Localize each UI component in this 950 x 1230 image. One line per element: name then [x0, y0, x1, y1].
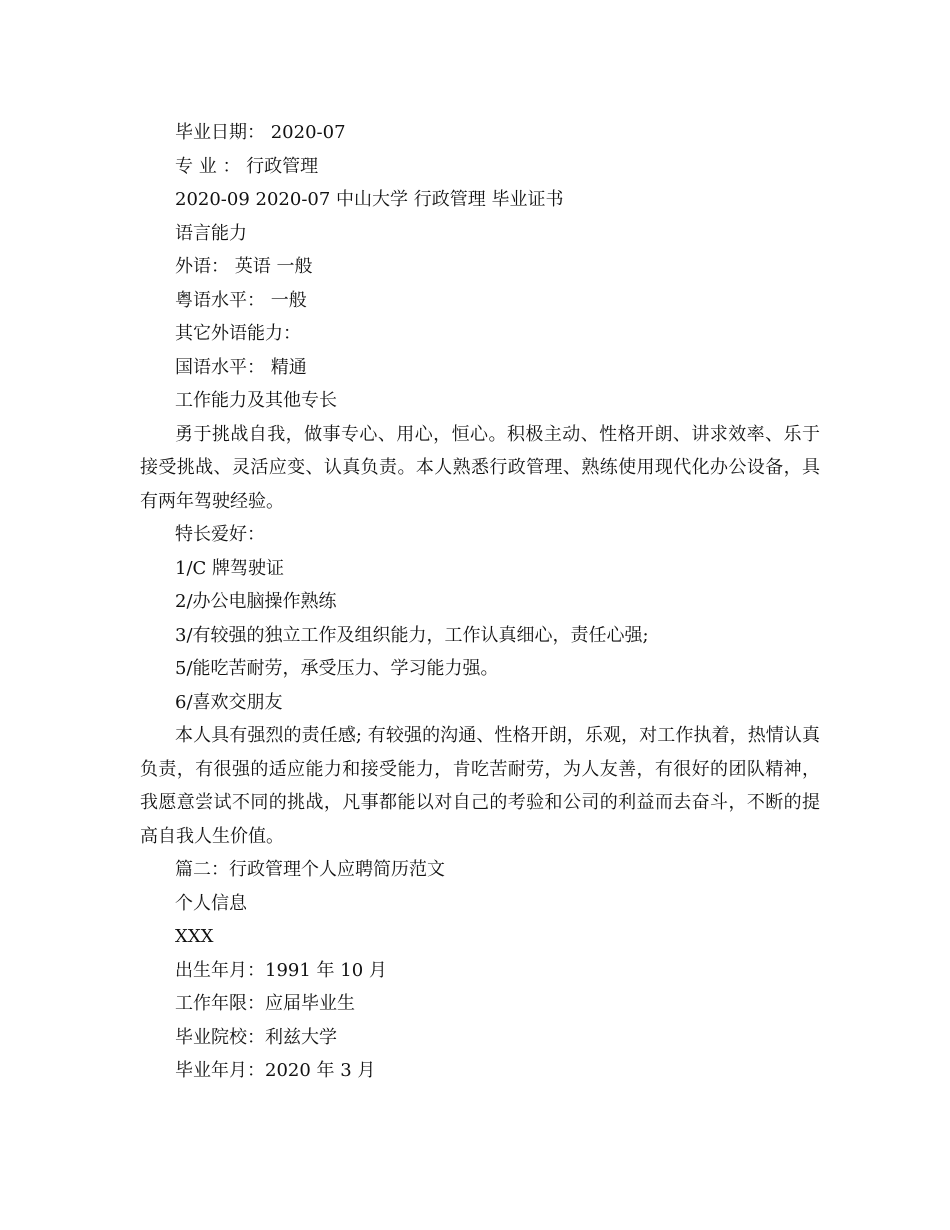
graduation-date-line: 毕业日期： 2020-07 [175, 122, 346, 143]
cantonese-level-line: 粤语水平： 一般 [175, 289, 307, 311]
skills-paragraph: 勇于挑战自我，做事专心、用心，恒心。积极主动、性格开朗、讲求效率、乐于接受挑战、灵活应变、认真负责。本人熟悉行政管理、熟练使用现代化办公设备，具有两年驾驶经验。 [140, 423, 820, 512]
hobby-item-3: 3/有较强的独立工作及组织能力，工作认真细心，责任心强; [175, 624, 649, 646]
document-body [140, 116, 820, 1088]
foreign-language-line: 外语： 英语 一般 [175, 256, 313, 277]
hobby-item-5: 5/能吃苦耐劳，承受压力、学习能力强。 [175, 658, 499, 679]
major-line: 专 业 ： 行政管理 [175, 155, 319, 177]
chapter-two-title: 篇二：行政管理个人应聘简历范文 [175, 859, 445, 880]
work-years-line: 工作年限：应届毕业生 [175, 993, 355, 1014]
education-record-line: 2020-09 2020-07 中山大学 行政管理 毕业证书 [175, 189, 564, 210]
birth-date-line: 出生年月：1991 年 10 月 [175, 959, 387, 981]
section-heading-personal-info: 个人信息 [175, 892, 247, 914]
hobby-item-6: 6/喜欢交朋友 [175, 691, 283, 713]
hobbies-heading: 特长爱好： [175, 524, 265, 545]
hobby-item-2: 2/办公电脑操作熟练 [175, 591, 337, 612]
graduation-month-line: 毕业年月：2020 年 3 月 [175, 1060, 376, 1081]
mandarin-level-line: 国语水平： 精通 [175, 356, 307, 378]
school-line: 毕业院校：利兹大学 [175, 1026, 337, 1048]
self-evaluation-paragraph: 本人具有强烈的责任感; 有较强的沟通、性格开朗，乐观，对工作执着，热情认真负责，有很强的适应能力和接受能力，肯吃苦耐劳，为人友善，有很好的团队精神，我愿意尝试不同的挑战，凡事都能以对自己的考验和公司的利益而去奋斗，不断的提高自我人生价值。 [140, 725, 820, 847]
section-heading-language: 语言能力 [175, 222, 247, 244]
other-language-line: 其它外语能力： [175, 323, 301, 344]
hobby-item-1: 1/C 牌驾驶证 [175, 557, 285, 579]
name-line: XXX [175, 926, 214, 947]
section-heading-skills: 工作能力及其他专长 [175, 390, 337, 411]
